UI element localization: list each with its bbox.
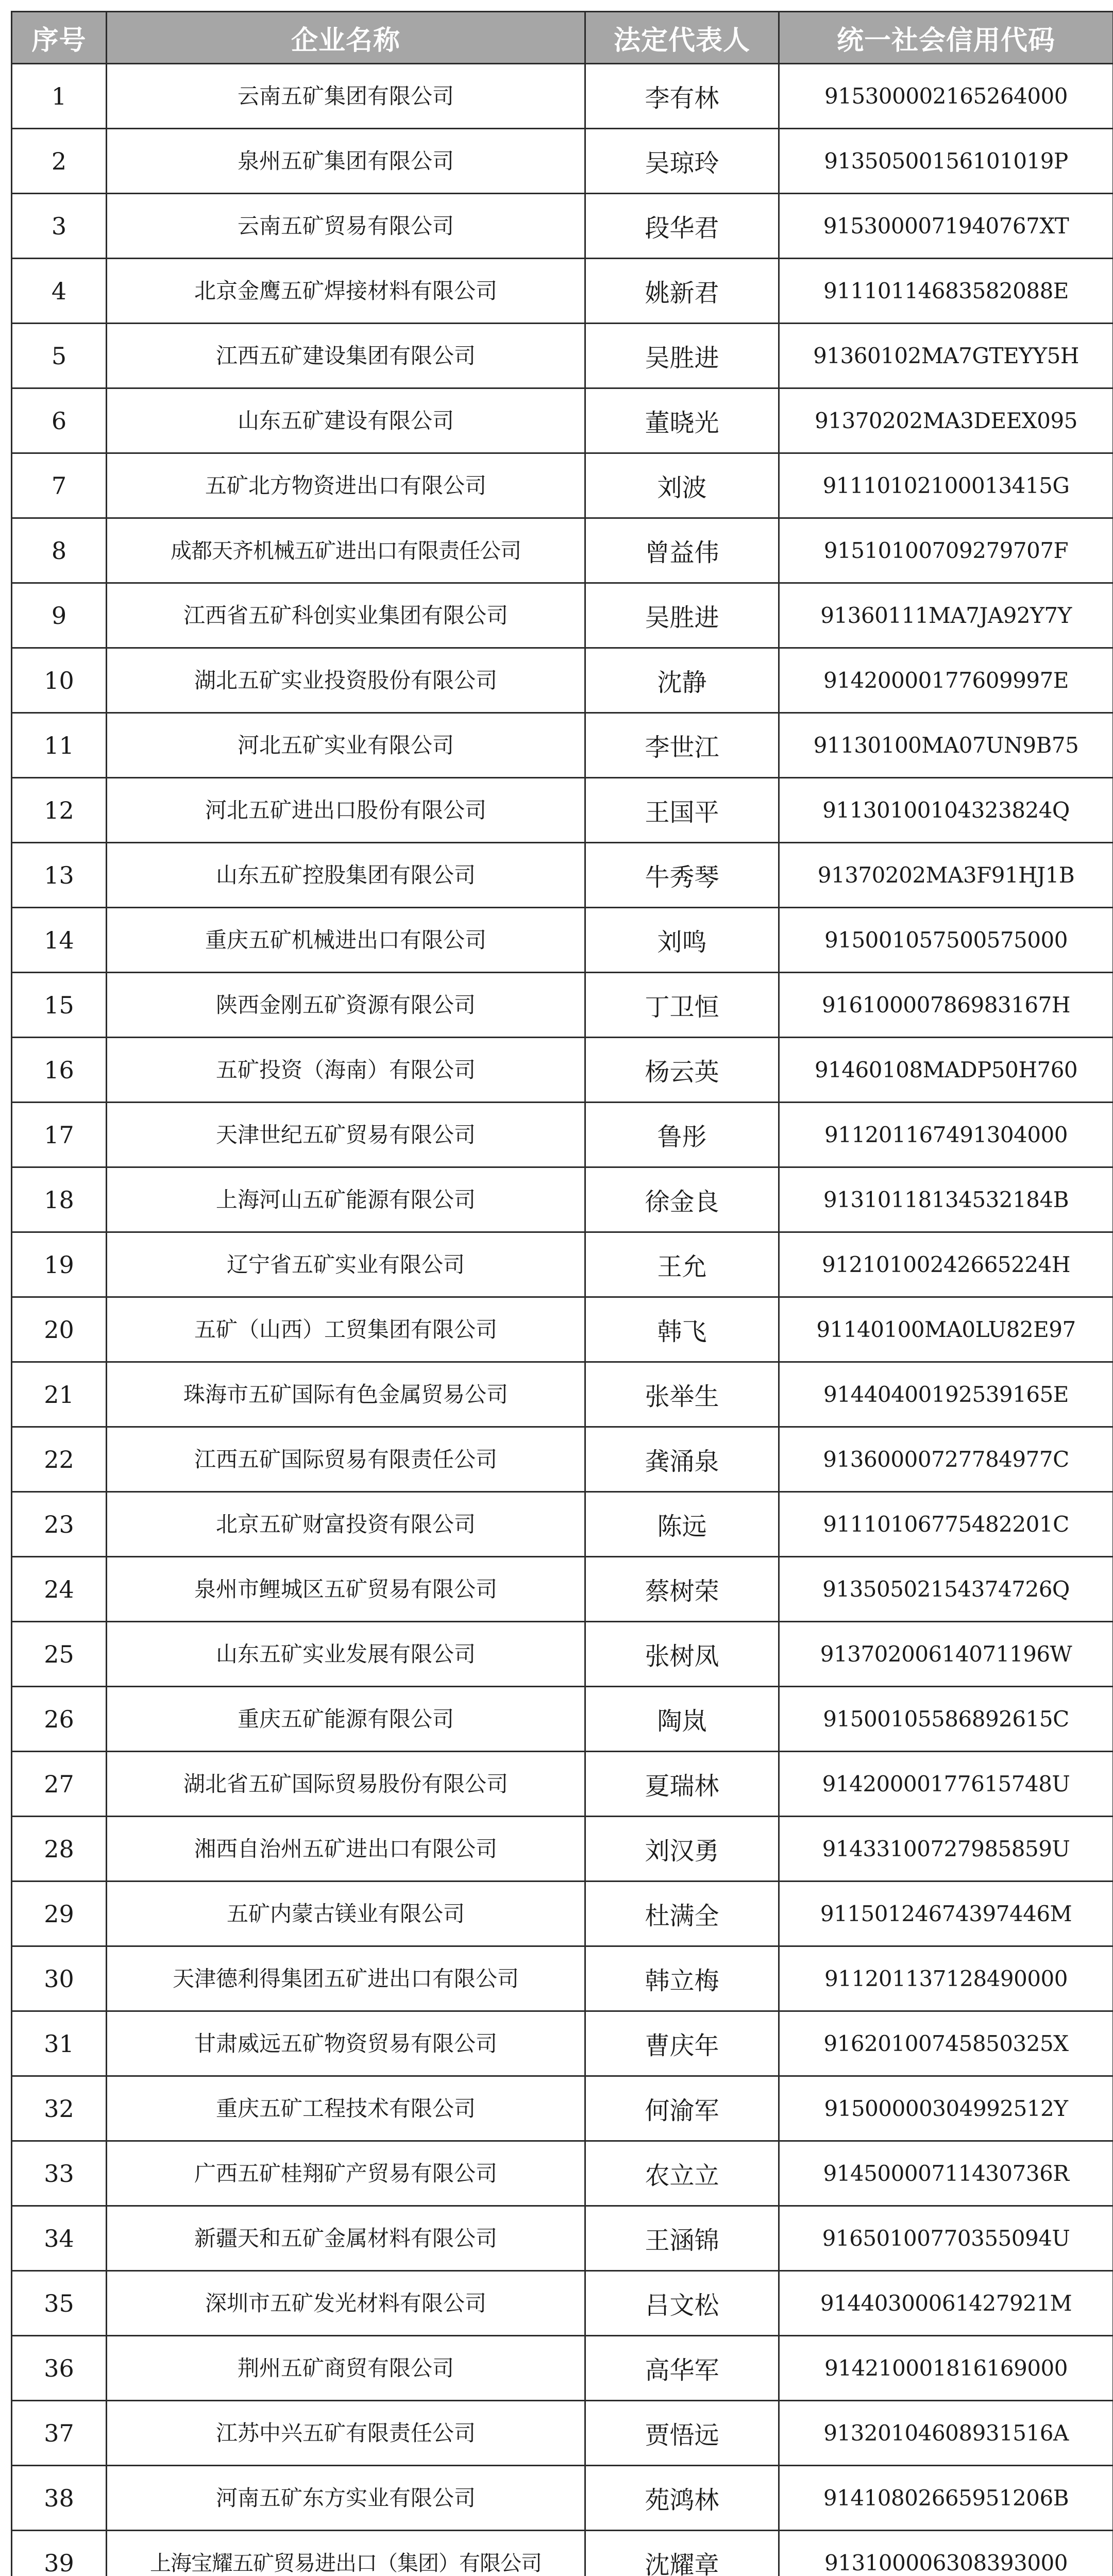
- credit-code: 91460108MADP50H760: [779, 1038, 1113, 1103]
- company-name: 山东五矿控股集团有限公司: [107, 843, 585, 908]
- company-name: 五矿北方物资进出口有限公司: [107, 453, 585, 518]
- table-row: [12, 2336, 1113, 2401]
- table-row: [12, 713, 1113, 778]
- legal-representative: 李有林: [585, 64, 779, 129]
- row-index: 25: [12, 1622, 107, 1687]
- table-row: [12, 324, 1113, 388]
- row-index: 35: [12, 2271, 107, 2336]
- legal-representative: 徐金良: [585, 1167, 779, 1232]
- credit-code: 911201137128490000: [779, 1946, 1113, 2011]
- table-row: [12, 1167, 1113, 1232]
- row-index: 19: [12, 1232, 107, 1297]
- table-row: [12, 1557, 1113, 1622]
- table-row: [12, 1232, 1113, 1297]
- row-index: 4: [12, 259, 107, 324]
- row-index: 6: [12, 388, 107, 453]
- table-row: [12, 259, 1113, 324]
- legal-representative: 苑鸿林: [585, 2466, 779, 2531]
- legal-representative: 曹庆年: [585, 2011, 779, 2076]
- table-row: [12, 1492, 1113, 1557]
- credit-code: 91130100MA07UN9B75: [779, 713, 1113, 778]
- table-row: [12, 194, 1113, 259]
- credit-code: 91110102100013415G: [779, 453, 1113, 518]
- credit-code: 913100006308393000: [779, 2531, 1113, 2576]
- row-index: 12: [12, 778, 107, 843]
- legal-representative: 刘波: [585, 453, 779, 518]
- credit-code: 91420000177609997E: [779, 648, 1113, 713]
- credit-code: 91440400192539165E: [779, 1362, 1113, 1427]
- row-index: 20: [12, 1297, 107, 1362]
- table-row: [12, 518, 1113, 583]
- table-row: [12, 1427, 1113, 1492]
- row-index: 7: [12, 453, 107, 518]
- company-name: 山东五矿建设有限公司: [107, 388, 585, 453]
- legal-representative: 刘汉勇: [585, 1817, 779, 1882]
- company-name: 天津世纪五矿贸易有限公司: [107, 1103, 585, 1167]
- company-name: 深圳市五矿发光材料有限公司: [107, 2271, 585, 2336]
- company-name: 陕西金刚五矿资源有限公司: [107, 973, 585, 1038]
- row-index: 37: [12, 2401, 107, 2466]
- credit-code: 91360102MA7GTEYY5H: [779, 324, 1113, 388]
- table-row: [12, 583, 1113, 648]
- company-name: 山东五矿实业发展有限公司: [107, 1622, 585, 1687]
- company-name: 江西五矿建设集团有限公司: [107, 324, 585, 388]
- row-index: 11: [12, 713, 107, 778]
- legal-representative: 丁卫恒: [585, 973, 779, 1038]
- legal-representative: 陈远: [585, 1492, 779, 1557]
- legal-representative: 龚涌泉: [585, 1427, 779, 1492]
- table-row: [12, 453, 1113, 518]
- company-name: 荆州五矿商贸有限公司: [107, 2336, 585, 2401]
- table-row: [12, 2011, 1113, 2076]
- credit-code: 91130100104323824Q: [779, 778, 1113, 843]
- row-index: 1: [12, 64, 107, 129]
- row-index: 5: [12, 324, 107, 388]
- legal-representative: 陶岚: [585, 1687, 779, 1752]
- credit-code: 91620100745850325X: [779, 2011, 1113, 2076]
- company-name: 珠海市五矿国际有色金属贸易公司: [107, 1362, 585, 1427]
- table-row: [12, 64, 1113, 129]
- credit-code: 911201167491304000: [779, 1103, 1113, 1167]
- row-index: 16: [12, 1038, 107, 1103]
- table-row: [12, 1297, 1113, 1362]
- credit-code: 91450000711430736R: [779, 2141, 1113, 2206]
- credit-code: 91650100770355094U: [779, 2206, 1113, 2271]
- credit-code: 91510100709279707F: [779, 518, 1113, 583]
- company-name: 五矿内蒙古镁业有限公司: [107, 1882, 585, 1946]
- row-index: 29: [12, 1882, 107, 1946]
- row-index: 39: [12, 2531, 107, 2576]
- row-index: 17: [12, 1103, 107, 1167]
- header-company-name: 企业名称: [107, 12, 585, 64]
- legal-representative: 韩飞: [585, 1297, 779, 1362]
- company-name: 河南五矿东方实业有限公司: [107, 2466, 585, 2531]
- legal-representative: 吴胜进: [585, 324, 779, 388]
- legal-representative: 王涵锦: [585, 2206, 779, 2271]
- table-row: [12, 973, 1113, 1038]
- company-name: 泉州五矿集团有限公司: [107, 129, 585, 194]
- table-row: [12, 1362, 1113, 1427]
- table-row: [12, 1038, 1113, 1103]
- credit-code: 915300002165264000: [779, 64, 1113, 129]
- legal-representative: 王国平: [585, 778, 779, 843]
- company-name: 新疆天和五矿金属材料有限公司: [107, 2206, 585, 2271]
- legal-representative: 沈静: [585, 648, 779, 713]
- row-index: 26: [12, 1687, 107, 1752]
- row-index: 36: [12, 2336, 107, 2401]
- row-index: 10: [12, 648, 107, 713]
- legal-representative: 吴琼玲: [585, 129, 779, 194]
- table-row: [12, 388, 1113, 453]
- table-row: [12, 2141, 1113, 2206]
- legal-representative: 王允: [585, 1232, 779, 1297]
- company-name: 辽宁省五矿实业有限公司: [107, 1232, 585, 1297]
- table-row: [12, 1103, 1113, 1167]
- table-row: [12, 2401, 1113, 2466]
- legal-representative: 张树凤: [585, 1622, 779, 1687]
- header-legal-representative: 法定代表人: [585, 12, 779, 64]
- row-index: 33: [12, 2141, 107, 2206]
- company-name: 泉州市鲤城区五矿贸易有限公司: [107, 1557, 585, 1622]
- table-row: [12, 2531, 1113, 2576]
- legal-representative: 贾悟远: [585, 2401, 779, 2466]
- row-index: 13: [12, 843, 107, 908]
- legal-representative: 吕文松: [585, 2271, 779, 2336]
- table-row: [12, 1752, 1113, 1817]
- credit-code: 91440300061427921M: [779, 2271, 1113, 2336]
- company-name: 成都天齐机械五矿进出口有限责任公司: [107, 518, 585, 583]
- credit-code: 91360111MA7JA92Y7Y: [779, 583, 1113, 648]
- credit-code: 91410802665951206B: [779, 2466, 1113, 2531]
- table-row: [12, 2076, 1113, 2141]
- credit-code: 91210100242665224H: [779, 1232, 1113, 1297]
- credit-code: 91370202MA3F91HJ1B: [779, 843, 1113, 908]
- table-row: [12, 2206, 1113, 2271]
- row-index: 34: [12, 2206, 107, 2271]
- table-row: [12, 778, 1113, 843]
- legal-representative: 韩立梅: [585, 1946, 779, 2011]
- table-row: [12, 1687, 1113, 1752]
- legal-representative: 高华军: [585, 2336, 779, 2401]
- table-row: [12, 1946, 1113, 2011]
- legal-representative: 牛秀琴: [585, 843, 779, 908]
- company-name: 五矿投资（海南）有限公司: [107, 1038, 585, 1103]
- table-row: [12, 843, 1113, 908]
- credit-code: 91140100MA0LU82E97: [779, 1297, 1113, 1362]
- company-name: 重庆五矿工程技术有限公司: [107, 2076, 585, 2141]
- credit-code: 91360000727784977C: [779, 1427, 1113, 1492]
- legal-representative: 夏瑞林: [585, 1752, 779, 1817]
- row-index: 38: [12, 2466, 107, 2531]
- credit-code: 91500105586892615C: [779, 1687, 1113, 1752]
- header-index: 序号: [12, 12, 107, 64]
- company-name: 江西省五矿科创实业集团有限公司: [107, 583, 585, 648]
- company-registry-table: [11, 11, 1113, 2576]
- legal-representative: 鲁彤: [585, 1103, 779, 1167]
- legal-representative: 曾益伟: [585, 518, 779, 583]
- company-name: 江苏中兴五矿有限责任公司: [107, 2401, 585, 2466]
- credit-code: 91420000177615748U: [779, 1752, 1113, 1817]
- row-index: 24: [12, 1557, 107, 1622]
- company-name: 上海河山五矿能源有限公司: [107, 1167, 585, 1232]
- legal-representative: 张举生: [585, 1362, 779, 1427]
- table-row: [12, 1622, 1113, 1687]
- company-name: 湖北省五矿国际贸易股份有限公司: [107, 1752, 585, 1817]
- credit-code: 91370202MA3DEEX095: [779, 388, 1113, 453]
- company-name: 五矿（山西）工贸集团有限公司: [107, 1297, 585, 1362]
- header-credit-code: 统一社会信用代码: [779, 12, 1113, 64]
- row-index: 8: [12, 518, 107, 583]
- company-name: 湘西自治州五矿进出口有限公司: [107, 1817, 585, 1882]
- company-name: 云南五矿集团有限公司: [107, 64, 585, 129]
- row-index: 3: [12, 194, 107, 259]
- row-index: 21: [12, 1362, 107, 1427]
- row-index: 32: [12, 2076, 107, 2141]
- legal-representative: 沈耀章: [585, 2531, 779, 2576]
- legal-representative: 段华君: [585, 194, 779, 259]
- table-row: [12, 1817, 1113, 1882]
- row-index: 30: [12, 1946, 107, 2011]
- credit-code: 915001057500575000: [779, 908, 1113, 973]
- company-name: 重庆五矿能源有限公司: [107, 1687, 585, 1752]
- credit-code: 91310118134532184B: [779, 1167, 1113, 1232]
- credit-code: 91350500156101019P: [779, 129, 1113, 194]
- company-name: 河北五矿进出口股份有限公司: [107, 778, 585, 843]
- table-row: [12, 2466, 1113, 2531]
- company-name: 湖北五矿实业投资股份有限公司: [107, 648, 585, 713]
- credit-code: 91150124674397446M: [779, 1882, 1113, 1946]
- company-name: 云南五矿贸易有限公司: [107, 194, 585, 259]
- credit-code: 91370200614071196W: [779, 1622, 1113, 1687]
- table-body: [12, 64, 1113, 2576]
- credit-code: 9153000071940767XT: [779, 194, 1113, 259]
- legal-representative: 董晓光: [585, 388, 779, 453]
- company-name: 甘肃威远五矿物资贸易有限公司: [107, 2011, 585, 2076]
- table-row: [12, 2271, 1113, 2336]
- legal-representative: 农立立: [585, 2141, 779, 2206]
- row-index: 27: [12, 1752, 107, 1817]
- table-row: [12, 129, 1113, 194]
- row-index: 23: [12, 1492, 107, 1557]
- credit-code: 914210001816169000: [779, 2336, 1113, 2401]
- company-name: 广西五矿桂翔矿产贸易有限公司: [107, 2141, 585, 2206]
- credit-code: 91500000304992512Y: [779, 2076, 1113, 2141]
- credit-code: 91110106775482201C: [779, 1492, 1113, 1557]
- row-index: 22: [12, 1427, 107, 1492]
- legal-representative: 何渝军: [585, 2076, 779, 2141]
- row-index: 14: [12, 908, 107, 973]
- legal-representative: 蔡树荣: [585, 1557, 779, 1622]
- credit-code: 91320104608931516A: [779, 2401, 1113, 2466]
- legal-representative: 杨云英: [585, 1038, 779, 1103]
- header-row: [12, 12, 1113, 64]
- credit-code: 91610000786983167H: [779, 973, 1113, 1038]
- table-header: [12, 12, 1113, 64]
- company-name: 北京金鹰五矿焊接材料有限公司: [107, 259, 585, 324]
- row-index: 28: [12, 1817, 107, 1882]
- table-row: [12, 648, 1113, 713]
- company-name: 北京五矿财富投资有限公司: [107, 1492, 585, 1557]
- company-name: 河北五矿实业有限公司: [107, 713, 585, 778]
- credit-code: 91433100727985859U: [779, 1817, 1113, 1882]
- legal-representative: 刘鸣: [585, 908, 779, 973]
- company-name: 江西五矿国际贸易有限责任公司: [107, 1427, 585, 1492]
- table-row: [12, 908, 1113, 973]
- credit-code: 91350502154374726Q: [779, 1557, 1113, 1622]
- company-name: 天津德利得集团五矿进出口有限公司: [107, 1946, 585, 2011]
- legal-representative: 杜满全: [585, 1882, 779, 1946]
- table-row: [12, 1882, 1113, 1946]
- row-index: 31: [12, 2011, 107, 2076]
- legal-representative: 姚新君: [585, 259, 779, 324]
- row-index: 2: [12, 129, 107, 194]
- credit-code: 91110114683582088E: [779, 259, 1113, 324]
- company-name: 重庆五矿机械进出口有限公司: [107, 908, 585, 973]
- row-index: 18: [12, 1167, 107, 1232]
- row-index: 9: [12, 583, 107, 648]
- legal-representative: 李世江: [585, 713, 779, 778]
- row-index: 15: [12, 973, 107, 1038]
- company-name: 上海宝耀五矿贸易进出口（集团）有限公司: [107, 2531, 585, 2576]
- legal-representative: 吴胜进: [585, 583, 779, 648]
